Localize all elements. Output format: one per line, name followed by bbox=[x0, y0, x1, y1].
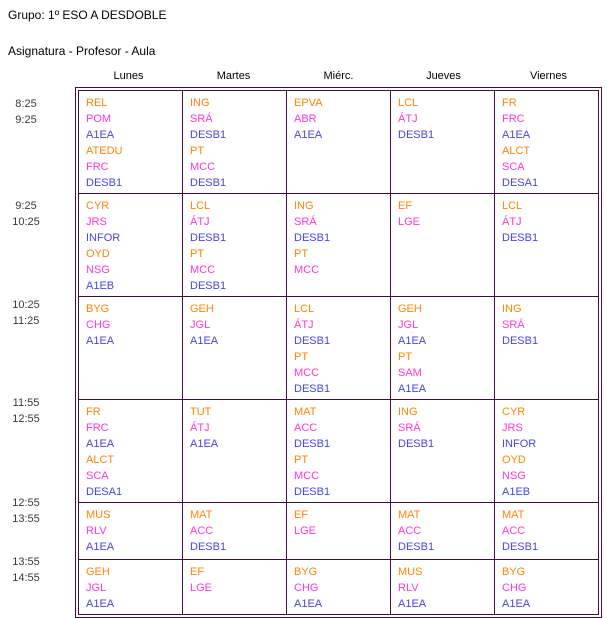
day-header: Martes bbox=[216, 70, 251, 82]
room-code: A1EA bbox=[86, 541, 115, 553]
timetable-row bbox=[79, 297, 599, 400]
timetable-body bbox=[79, 91, 599, 615]
room-code: A1EA bbox=[502, 129, 531, 141]
time-end: 12:55 bbox=[12, 413, 40, 425]
teacher-code: SRÁ bbox=[190, 113, 213, 125]
room-code: DESB1 bbox=[398, 129, 435, 141]
teacher-code: LGE bbox=[398, 216, 421, 228]
subject-code: ALCT bbox=[86, 454, 115, 466]
teacher-code: ACC bbox=[190, 525, 214, 537]
room-code: DESB1 bbox=[190, 129, 227, 141]
schedule-cell bbox=[183, 400, 287, 503]
subject-code: TUT bbox=[190, 406, 212, 418]
room-code: DESB1 bbox=[398, 541, 435, 553]
room-code: DESA1 bbox=[502, 177, 539, 189]
teacher-code: ACC bbox=[294, 422, 318, 434]
schedule-cell bbox=[79, 560, 183, 615]
teacher-code: ÁTJ bbox=[294, 319, 314, 331]
timetable-row bbox=[79, 560, 599, 615]
room-code: DESB1 bbox=[294, 438, 331, 450]
subject-code: EF bbox=[398, 200, 413, 212]
schedule-cell bbox=[79, 400, 183, 503]
teacher-code: SRÁ bbox=[294, 216, 317, 228]
teacher-code: MCC bbox=[190, 161, 216, 173]
time-end: 11:25 bbox=[12, 315, 40, 327]
subject-code: PT bbox=[294, 248, 309, 260]
teacher-code: SRÁ bbox=[398, 422, 421, 434]
teacher-code: ÁTJ bbox=[190, 216, 210, 228]
teacher-code: RLV bbox=[86, 525, 107, 537]
time-slot bbox=[0, 87, 52, 192]
subject-code: MUS bbox=[398, 566, 423, 578]
subject-code: GEH bbox=[190, 303, 214, 315]
subject-code: EF bbox=[190, 566, 205, 578]
schedule-cell bbox=[287, 194, 391, 297]
room-code: A1EA bbox=[86, 129, 115, 141]
teacher-code: JRS bbox=[86, 216, 107, 228]
teacher-code: RLV bbox=[398, 582, 419, 594]
subject-code: ALCT bbox=[502, 145, 531, 157]
schedule-cell bbox=[391, 503, 495, 560]
timetable-row bbox=[79, 194, 599, 297]
teacher-code: ABR bbox=[294, 113, 317, 125]
subject-code: EPVA bbox=[294, 97, 323, 109]
schedule-cell bbox=[391, 400, 495, 503]
schedule-cell bbox=[183, 503, 287, 560]
timetable-row bbox=[79, 400, 599, 503]
teacher-code: SRÁ bbox=[502, 319, 525, 331]
room-code: DESB1 bbox=[502, 541, 539, 553]
time-column bbox=[0, 87, 75, 618]
timetable-table bbox=[78, 90, 599, 615]
schedule-cell bbox=[495, 194, 599, 297]
subject-code: ING bbox=[398, 406, 418, 418]
room-code: DESB1 bbox=[294, 486, 331, 498]
schedule-cell bbox=[79, 91, 183, 194]
subject-code: MAT bbox=[294, 406, 317, 418]
legend-label: Asignatura - Profesor - Aula bbox=[8, 44, 156, 58]
time-start: 9:25 bbox=[15, 200, 37, 212]
subject-code: BYG bbox=[502, 566, 526, 578]
subject-code: FR bbox=[502, 97, 517, 109]
timetable-grid bbox=[75, 87, 602, 618]
subject-code: ING bbox=[502, 303, 522, 315]
teacher-code: MCC bbox=[294, 367, 320, 379]
room-code: DESB1 bbox=[502, 232, 539, 244]
subject-code: FR bbox=[86, 406, 101, 418]
time-start: 13:55 bbox=[12, 556, 40, 568]
schedule-cell bbox=[287, 297, 391, 400]
teacher-code: POM bbox=[86, 113, 112, 125]
subject-code: PT bbox=[398, 351, 413, 363]
timetable-row bbox=[79, 91, 599, 194]
timetable-row bbox=[79, 503, 599, 560]
subject-code: PT bbox=[294, 351, 309, 363]
teacher-code: NSG bbox=[86, 264, 110, 276]
teacher-code: MCC bbox=[294, 470, 320, 482]
subject-code: PT bbox=[294, 454, 309, 466]
teacher-code: SCA bbox=[86, 470, 109, 482]
teacher-code: LGE bbox=[294, 525, 317, 537]
schedule-cell bbox=[495, 297, 599, 400]
room-code: A1EA bbox=[294, 598, 323, 610]
teacher-code: ÁTJ bbox=[502, 216, 522, 228]
subject-code: MAT bbox=[398, 509, 421, 521]
teacher-code: CHG bbox=[294, 582, 319, 594]
time-slot bbox=[0, 489, 52, 548]
schedule-cell bbox=[391, 560, 495, 615]
time-start: 10:25 bbox=[12, 299, 40, 311]
room-code: DESB1 bbox=[294, 383, 331, 395]
time-start: 11:55 bbox=[12, 397, 40, 409]
teacher-code: ÁTJ bbox=[398, 113, 418, 125]
subject-code: OYD bbox=[86, 248, 110, 260]
schedule-cell bbox=[391, 91, 495, 194]
teacher-code: ÁTJ bbox=[190, 422, 210, 434]
subject-code: PT bbox=[190, 248, 205, 260]
room-code: DESB1 bbox=[86, 177, 123, 189]
schedule-cell bbox=[287, 503, 391, 560]
schedule-cell bbox=[287, 400, 391, 503]
room-code: INFOR bbox=[502, 438, 537, 450]
time-end: 14:55 bbox=[12, 572, 40, 584]
room-code: A1EA bbox=[294, 129, 323, 141]
teacher-code: MCC bbox=[294, 264, 320, 276]
room-code: A1EA bbox=[86, 335, 115, 347]
subject-code: OYD bbox=[502, 454, 526, 466]
subject-code: LCL bbox=[294, 303, 315, 315]
schedule-cell bbox=[183, 194, 287, 297]
teacher-code: JRS bbox=[502, 422, 523, 434]
teacher-code: JGL bbox=[398, 319, 419, 331]
room-code: A1EA bbox=[398, 335, 427, 347]
room-code: INFOR bbox=[86, 232, 121, 244]
subject-code: LCL bbox=[398, 97, 419, 109]
room-code: DESB1 bbox=[294, 335, 331, 347]
schedule-cell bbox=[391, 194, 495, 297]
subject-code: ING bbox=[294, 200, 314, 212]
time-end: 9:25 bbox=[15, 114, 37, 126]
room-code: A1EA bbox=[86, 438, 115, 450]
teacher-code: CHG bbox=[86, 319, 111, 331]
subject-code: MAT bbox=[190, 509, 213, 521]
time-slot bbox=[0, 389, 52, 489]
room-code: A1EB bbox=[502, 486, 531, 498]
time-end: 10:25 bbox=[12, 216, 40, 228]
teacher-code: ACC bbox=[502, 525, 526, 537]
subject-code: LCL bbox=[502, 200, 523, 212]
room-code: A1EA bbox=[86, 598, 115, 610]
time-start: 8:25 bbox=[15, 98, 37, 110]
teacher-code: SAM bbox=[398, 367, 422, 379]
teacher-code: LGE bbox=[190, 582, 213, 594]
schedule-cell bbox=[183, 560, 287, 615]
schedule-cell bbox=[391, 297, 495, 400]
schedule-cell bbox=[287, 91, 391, 194]
room-code: A1EA bbox=[502, 598, 531, 610]
room-code: DESB1 bbox=[502, 335, 539, 347]
teacher-code: SCA bbox=[502, 161, 525, 173]
day-header: Jueves bbox=[426, 70, 461, 82]
day-header-row bbox=[76, 70, 601, 82]
subject-code: LCL bbox=[190, 200, 211, 212]
schedule-cell bbox=[183, 91, 287, 194]
teacher-code: CHG bbox=[502, 582, 527, 594]
schedule-cell bbox=[495, 91, 599, 194]
teacher-code: JGL bbox=[86, 582, 107, 594]
room-code: A1EB bbox=[86, 280, 115, 292]
day-header: Lunes bbox=[113, 70, 144, 82]
subject-code: EF bbox=[294, 509, 309, 521]
subject-code: BYG bbox=[86, 303, 110, 315]
room-code: DESB1 bbox=[190, 232, 227, 244]
schedule-cell bbox=[287, 560, 391, 615]
subject-code: PT bbox=[190, 145, 205, 157]
room-code: A1EA bbox=[398, 383, 427, 395]
subject-code: CYR bbox=[86, 200, 110, 212]
teacher-code: FRC bbox=[86, 422, 109, 434]
schedule-cell bbox=[79, 297, 183, 400]
teacher-code: JGL bbox=[190, 319, 211, 331]
time-slot bbox=[0, 548, 52, 601]
room-code: DESB1 bbox=[190, 280, 227, 292]
schedule-cell bbox=[79, 503, 183, 560]
room-code: DESA1 bbox=[86, 486, 123, 498]
subject-code: MAT bbox=[502, 509, 525, 521]
time-slot bbox=[0, 192, 52, 291]
subject-code: MUS bbox=[86, 509, 111, 521]
schedule-cell bbox=[79, 194, 183, 297]
teacher-code: FRC bbox=[86, 161, 109, 173]
subject-code: CYR bbox=[502, 406, 526, 418]
teacher-code: ACC bbox=[398, 525, 422, 537]
subject-code: ATEDU bbox=[86, 145, 123, 157]
subject-code: GEH bbox=[86, 566, 110, 578]
room-code: DESB1 bbox=[398, 438, 435, 450]
room-code: A1EA bbox=[398, 598, 427, 610]
teacher-code: MCC bbox=[190, 264, 216, 276]
teacher-code: FRC bbox=[502, 113, 525, 125]
room-code: A1EA bbox=[190, 335, 219, 347]
timetable-area bbox=[0, 87, 602, 618]
subject-code: GEH bbox=[398, 303, 422, 315]
schedule-cell bbox=[495, 503, 599, 560]
time-end: 13:55 bbox=[12, 513, 40, 525]
teacher-code: NSG bbox=[502, 470, 526, 482]
schedule-cell bbox=[495, 560, 599, 615]
room-code: DESB1 bbox=[294, 232, 331, 244]
group-title: Grupo: 1º ESO A DESDOBLE bbox=[8, 8, 167, 22]
schedule-cell bbox=[495, 400, 599, 503]
room-code: A1EA bbox=[190, 438, 219, 450]
subject-code: REL bbox=[86, 97, 108, 109]
day-header: Miérc. bbox=[323, 70, 354, 82]
room-code: DESB1 bbox=[190, 541, 227, 553]
subject-code: BYG bbox=[294, 566, 318, 578]
day-header: Viernes bbox=[529, 70, 568, 82]
schedule-cell bbox=[183, 297, 287, 400]
subject-code: ING bbox=[190, 97, 210, 109]
time-start: 12:55 bbox=[12, 497, 40, 509]
time-slot bbox=[0, 291, 52, 389]
room-code: DESB1 bbox=[190, 177, 227, 189]
